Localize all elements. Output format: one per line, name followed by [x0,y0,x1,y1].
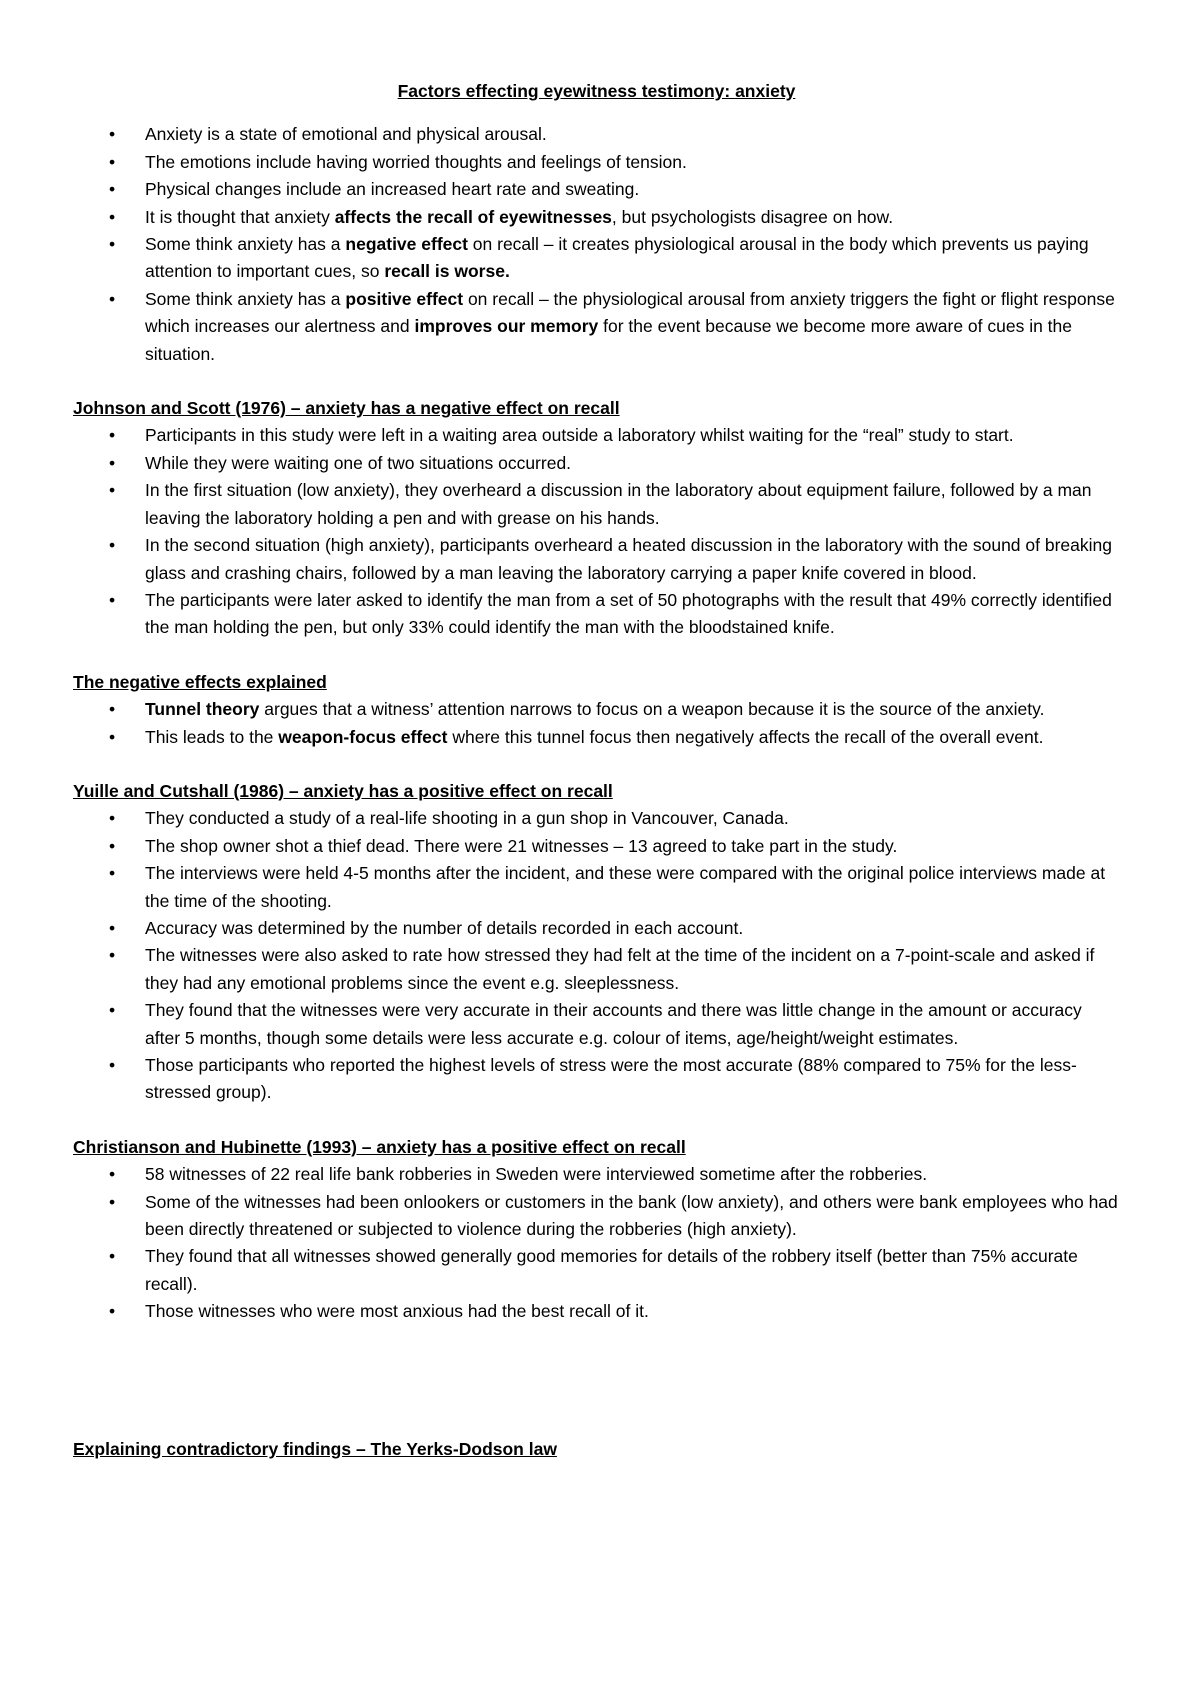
list-item: • This leads to the weapon-focus effect where this tunnel focus then negatively affects the recall of the overall event. [73,724,1120,751]
list-item: • They conducted a study of a real-life shooting in a gun shop in Vancouver, Canada. [73,805,1120,832]
list-item: • In the first situation (low anxiety), they overheard a discussion in the laboratory about equipment failure, followed by a man leaving the laboratory holding a pen and with grease on his hands. [73,477,1120,532]
list-item: • The interviews were held 4-5 months after the incident, and these were compared with the original police interviews made at the time of the shooting. [73,860,1120,915]
list-item: • Accuracy was determined by the number of details recorded in each account. [73,915,1120,942]
list-item: • They found that all witnesses showed generally good memories for details of the robbery itself (better than 75% accurate recall). [73,1243,1120,1298]
christianson-list [73,1161,1120,1325]
list-item: • Physical changes include an increased heart rate and sweating. [73,176,1120,203]
list-item: • It is thought that anxiety affects the recall of eyewitnesses, but psychologists disagree on how. [73,204,1120,231]
document-title: Factors effecting eyewitness testimony: anxiety [397,81,796,101]
yuille-list [73,805,1120,1106]
section-heading-johnson: Johnson and Scott (1976) – anxiety has a negative effect on recall [73,398,620,419]
list-item: • Those participants who reported the highest levels of stress were the most accurate (88% compared to 75% for the less-stressed group). [73,1052,1120,1107]
list-item: • Tunnel theory argues that a witness’ attention narrows to focus on a weapon because it is the source of the anxiety. [73,696,1120,723]
list-item: • While they were waiting one of two situations occurred. [73,450,1120,477]
list-item: • In the second situation (high anxiety), participants overheard a heated discussion in the laboratory with the sound of breaking glass and crashing chairs, followed by a man leaving the laboratory carrying a paper knife covered in blood. [73,532,1120,587]
list-item: • Some of the witnesses had been onlookers or customers in the bank (low anxiety), and others were bank employees who had been directly threatened or subjected to violence during the robberies (high anxiety). [73,1189,1120,1244]
intro-list [73,121,1120,368]
section-heading-negative: The negative effects explained [73,671,327,692]
list-item: • Some think anxiety has a negative effect on recall – it creates physiological arousal in the body which prevents us paying attention to important cues, so recall is worse. [73,231,1120,286]
list-item: • Anxiety is a state of emotional and physical arousal. [73,121,1120,148]
johnson-list [73,422,1120,641]
list-item: • Participants in this study were left in a waiting area outside a laboratory whilst waiting for the “real” study to start. [73,422,1120,449]
list-item: • The witnesses were also asked to rate how stressed they had felt at the time of the incident on a 7-point-scale and asked if they had any emotional problems since the event e.g. sleeplessness. [73,942,1120,997]
list-item: • Some think anxiety has a positive effect on recall – the physiological arousal from anxiety triggers the fight or flight response which increases our alertness and improves our memory for the event because we become more aware of cues in the situation. [73,286,1120,368]
list-item: • Those witnesses who were most anxious had the best recall of it. [73,1298,1120,1325]
list-item: • They found that the witnesses were very accurate in their accounts and there was little change in the amount or accuracy after 5 months, though some details were less accurate e.g. colour of items, age/height/weight estimates. [73,997,1120,1052]
list-item: • 58 witnesses of 22 real life bank robberies in Sweden were interviewed sometime after the robberies. [73,1161,1120,1188]
negative-list [73,696,1120,751]
list-item: • The shop owner shot a thief dead. There were 21 witnesses – 13 agreed to take part in the study. [73,833,1120,860]
section-heading-yuille: Yuille and Cutshall (1986) – anxiety has a positive effect on recall [73,780,613,801]
section-heading-yerkes-dodson: Explaining contradictory findings – The Yerks-Dodson law [73,1438,557,1459]
list-item: • The participants were later asked to identify the man from a set of 50 photographs with the result that 49% correctly identified the man holding the pen, but only 33% could identify the man with the bloodstained knife. [73,587,1120,642]
list-item: • The emotions include having worried thoughts and feelings of tension. [73,149,1120,176]
section-heading-christianson: Christianson and Hubinette (1993) – anxiety has a positive effect on recall [73,1136,686,1157]
